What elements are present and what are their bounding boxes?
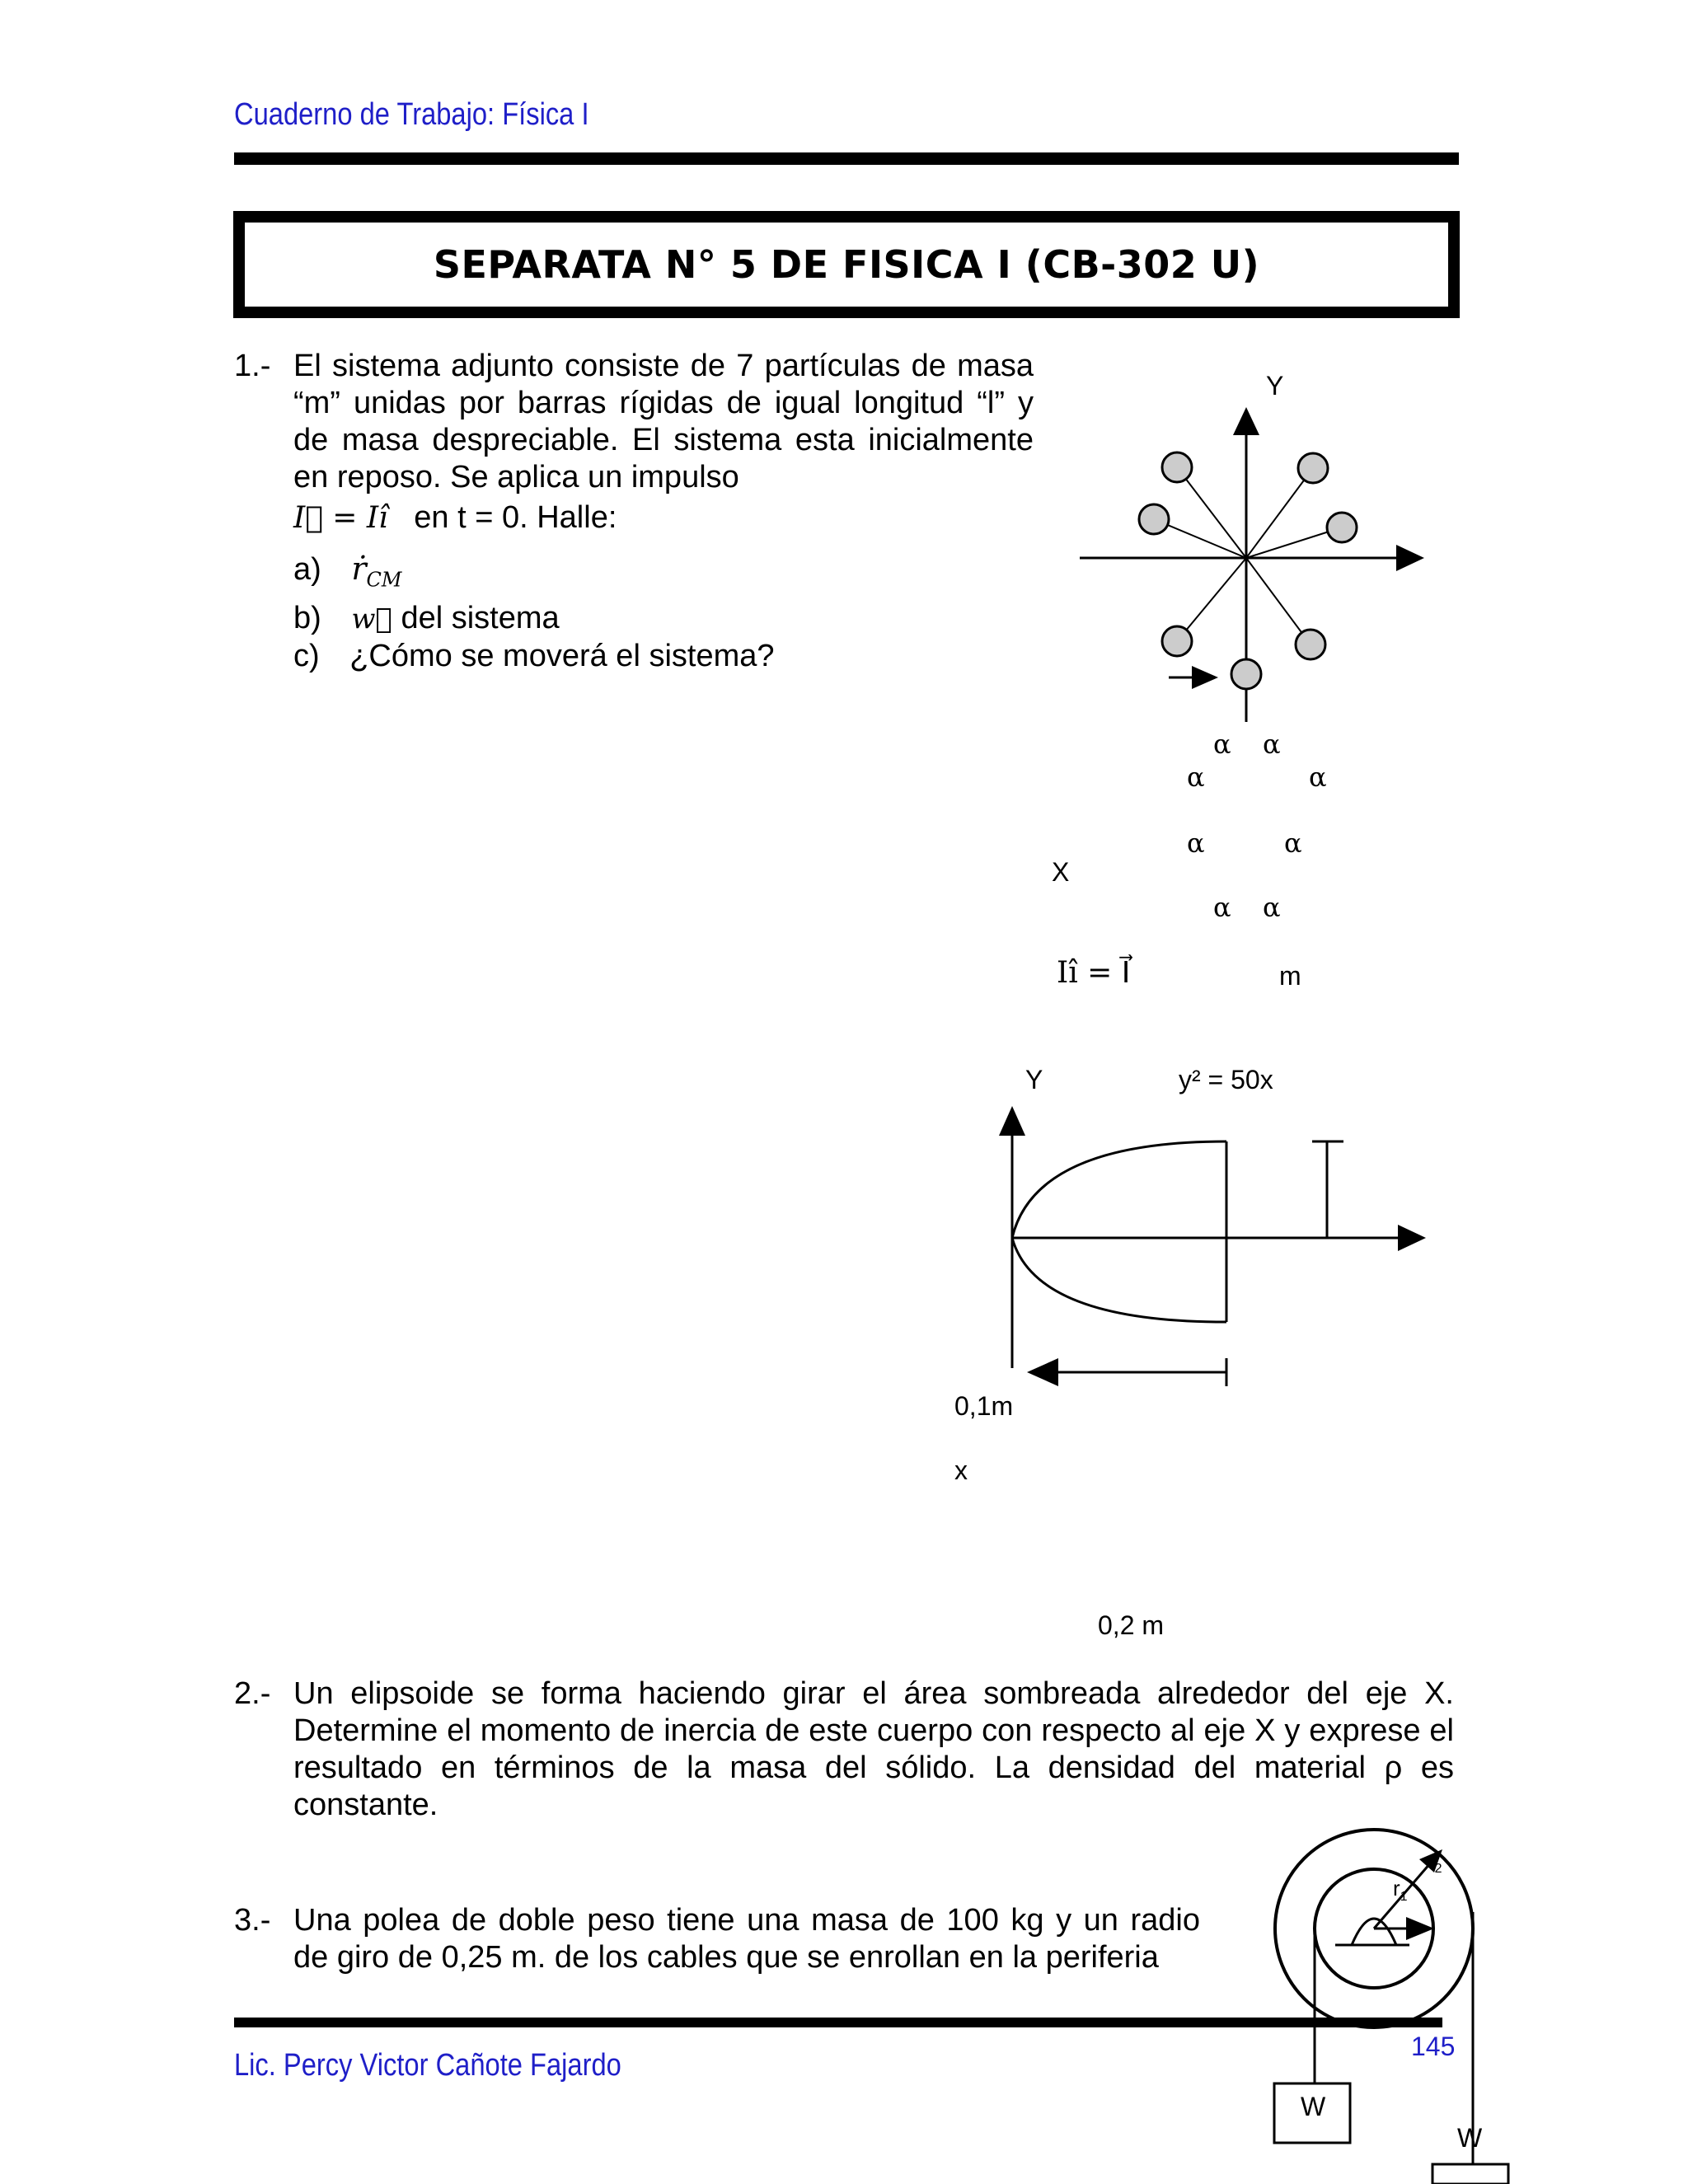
problem-2-text: Un elipsoide se forma haciendo girar el área sombreada alrededor del eje X. Determine el momento de inercia de este cuerpo con respecto al eje X y exprese el resultado en términos de la masa del sólido. La densidad del material ρ es constante. <box>293 1676 1454 1822</box>
r2-sub: 2 <box>1434 1862 1442 1877</box>
weight-left-label: W <box>1301 2092 1326 2121</box>
footer-rule <box>234 2018 1442 2027</box>
footer-author: Lic. Percy Victor Cañote Fajardo <box>234 2048 621 2083</box>
alpha-label: α <box>1187 827 1205 859</box>
item-c-letter: c) <box>293 639 320 673</box>
impulse-expression: I⃗ = Iî <box>293 501 388 535</box>
problem-3-number: 3.- <box>234 1903 271 1938</box>
alpha-label: α <box>1213 729 1231 760</box>
alpha-label: α <box>1284 827 1302 859</box>
item-b-letter: b) <box>293 601 321 635</box>
fig1-y-label: Y <box>1266 371 1284 401</box>
alpha-label: α <box>1213 892 1231 923</box>
fig2-small-dim: 0,1m <box>954 1391 1014 1421</box>
alpha-label: α <box>1309 762 1327 793</box>
r2-letter: r <box>1428 1848 1435 1872</box>
item-b-expression: w⃗ <box>351 602 392 635</box>
problem-1-number: 1.- <box>234 349 271 383</box>
weight-right-box <box>1432 2164 1508 2184</box>
item-c-text: ¿Cómo se moverá el sistema? <box>349 639 775 673</box>
problem-2-number: 2.- <box>234 1676 271 1711</box>
alpha-label: α <box>1263 892 1281 923</box>
fig2-curve-label: y² = 50x <box>1179 1065 1273 1094</box>
fig1-mass-label: m <box>1279 961 1301 991</box>
alpha-label: α <box>1263 729 1281 760</box>
weight-right-label: W <box>1457 2123 1483 2153</box>
page-number: 145 <box>1411 2032 1456 2061</box>
fig2-length-dim: 0,2 m <box>1098 1610 1165 1640</box>
fig1-impulse-label: Iî = I⃗ <box>1057 956 1131 990</box>
alpha-label: α <box>1187 762 1205 793</box>
item-a-letter: a) <box>293 552 321 587</box>
header-title: Cuaderno de Trabajo: Física I <box>234 97 589 132</box>
problem-1-text: El sistema adjunto consiste de 7 partículas de masa “m” unidas por barras rígidas de igual longitud “l” y de masa despreciable. El sistema esta inicialmente en reposo. Se aplica un impulso <box>293 349 1034 494</box>
page-title: SEPARATA N° 5 DE FISICA I (CB-302 U) <box>433 242 1260 287</box>
r1-letter: r <box>1393 1876 1400 1900</box>
fig2-x-label: x <box>954 1455 968 1485</box>
item-a-subscript: CM <box>366 568 402 592</box>
r1-sub: 1 <box>1400 1890 1408 1905</box>
item-a-expression: ṙ <box>351 551 367 587</box>
impulse-tail: en t = 0. Halle: <box>414 500 617 535</box>
item-b-text: del sistema <box>401 601 560 635</box>
r1-label <box>1393 1876 1408 1905</box>
fig2-y-label: Y <box>1025 1065 1043 1094</box>
r2-label <box>1428 1848 1442 1877</box>
fig1-x-label: X <box>1052 857 1070 887</box>
problem-3-text: Una polea de doble peso tiene una masa de 100 kg y un radio de giro de 0,25 m. de los cables que se enrollan en la periferia <box>293 1903 1200 1975</box>
